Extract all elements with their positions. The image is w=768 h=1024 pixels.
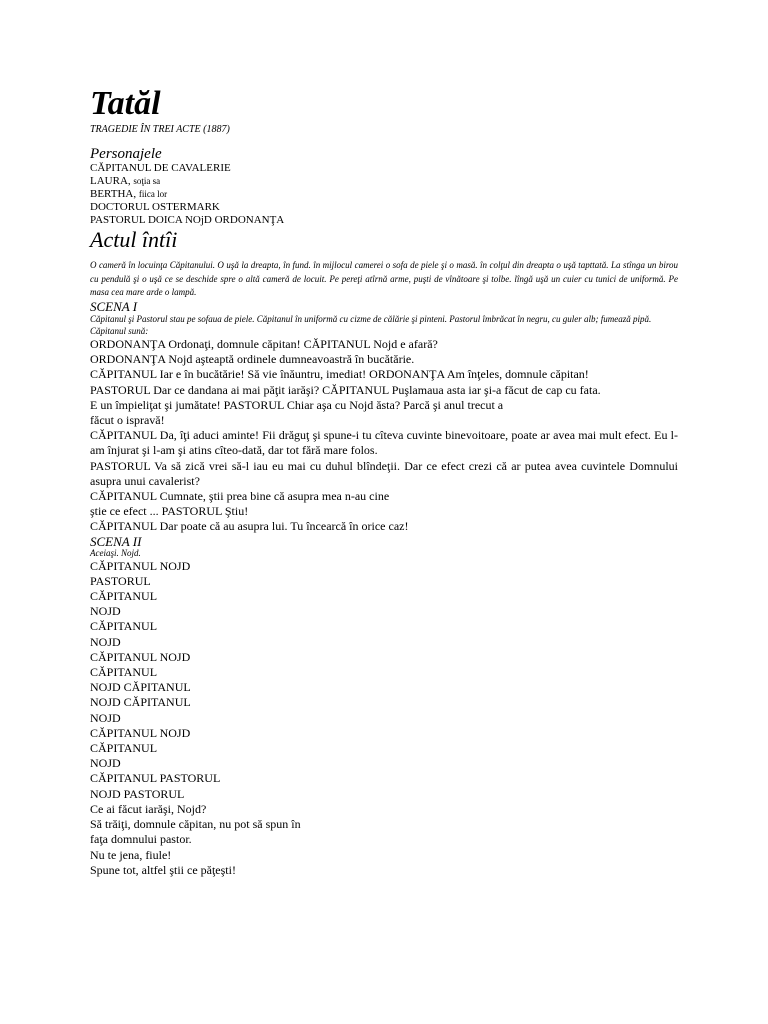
speaker-name: NOJD [90, 710, 121, 725]
scene-1-speaks: Căpitanul sună: [90, 326, 149, 336]
character-entry [90, 188, 678, 201]
character-name: LAURA, [90, 175, 131, 187]
dialogue-line: faţa domnului pastor. [90, 832, 192, 847]
dialogue-line: Să trăiţi, domnule căpitan, nu pot să spun în [90, 817, 301, 832]
dialogue-line: Nu te jena, fiule! [90, 847, 172, 862]
dialogue-line: CĂPITANUL Da, îţi aduci aminte! Fii drăguţ şi spune-i tu cîteva cuvinte binevoitoare, poate ar avea mai mult efect. Eu l-am înjurat şi l-am şi atins cîteo-dată, dar tot fără mare folos. [90, 428, 678, 458]
scene-1-heading: SCENA I [90, 298, 138, 314]
dialogue-line: ştie ce efect ... PASTORUL Ştiu! [90, 504, 249, 519]
speaker-name: NOJD CĂPITANUL [90, 680, 191, 695]
character-entry [90, 214, 678, 227]
scene-1-direction: Căpitanul şi Pastorul stau pe sofaua de piele. Căpitanul în uniformă cu cizme de călărie şi pinteni. Pastorul îmbrăcat în negru, cu guler alb; fumează pipă. [90, 313, 652, 324]
speaker-name: CĂPITANUL [90, 589, 158, 604]
character-note: fiica lor [138, 189, 168, 199]
speaker-name: PASTORUL [90, 573, 151, 588]
dialogue-line: E un împieliţat şi jumătate! PASTORUL Chiar aşa cu Nojd ăsta? Parcă şi anul trecut a [90, 397, 504, 412]
scene-2-speaker-list [90, 559, 678, 802]
play-subtitle: TRAGEDIE ÎN TREI ACTE (1887) [90, 124, 230, 135]
scene-2-dialogue [90, 802, 678, 878]
play-title: Tatăl [90, 85, 161, 122]
character-entry [90, 201, 678, 214]
dialogue-line: CĂPITANUL Cumnate, ştii prea bine că asupra mea n-au cine [90, 489, 390, 504]
character-entry [90, 175, 678, 188]
character-note: soţia sa [133, 176, 161, 186]
characters-list [90, 162, 678, 227]
scene-1-dialogue [90, 337, 678, 535]
scene-2-direction: Aceiaşi. Nojd. [90, 547, 141, 558]
speaker-name: CĂPITANUL [90, 619, 158, 634]
dialogue-line: ORDONANŢA Nojd aşteaptă ordinele dumneavoastră în bucătărie. [90, 352, 415, 367]
speaker-name: CĂPITANUL [90, 665, 158, 680]
stage-direction: O cameră în locuinţa Căpitanului. O uşă la dreapta, în fund. în mijlocul camerei o sofa de piele şi o masă. în colţul din dreapta o uşă tapttată. La stînga un birou cu pendulă şi o uşă ce se deschide spre o altă cameră de locuit. Pe pereţi atîrnă arme, puşti de vînătoare şi tolbe. lîngă uşă un cuier cu tunici de uniformă. Pe masa cea mare arde o lampă. [90, 260, 678, 297]
speaker-name: NOJD [90, 604, 121, 619]
dialogue-line: Spune tot, altfel ştii ce păţeşti! [90, 862, 236, 877]
dialogue-line: ORDONANŢA Ordonaţi, domnule căpitan! CĂPITANUL Nojd e afară? [90, 337, 438, 351]
character-name: DOCTORUL OSTERMARK [90, 201, 220, 213]
speaker-name: NOJD [90, 634, 121, 649]
character-name: PASTORUL DOICA NOjD ORDONANŢA [90, 214, 285, 226]
speaker-name: NOJD CĂPITANUL [90, 695, 191, 710]
dialogue-line: PASTORUL Va să zică vrei să-l iau eu mai cu duhul blîndeţii. Dar ce efect crezi că ar putea avea cuvintele Domnului asupra unui cavalerist? [90, 458, 678, 488]
character-name: BERTHA, [90, 188, 137, 200]
dialogue-line: făcut o ispravă! [90, 413, 165, 428]
characters-heading: Personajele [90, 146, 162, 162]
character-name: CĂPITANUL DE CAVALERIE [90, 162, 231, 174]
speaker-name: CĂPITANUL NOJD [90, 725, 191, 740]
act-heading: Actul întîi [90, 227, 178, 252]
dialogue-line: PASTORUL Dar ce dandana ai mai păţit iarăşi? CĂPITANUL Puşlamaua asta iar şi-a făcut de cap cu fata. [90, 382, 601, 397]
document-page [90, 84, 678, 878]
dialogue-line: CĂPITANUL Iar e în bucătărie! Să vie înăuntru, imediat! ORDONANŢA Am înţeles, domnule căpitan! [90, 367, 589, 382]
speaker-name: CĂPITANUL NOJD [90, 558, 191, 573]
speaker-name: CĂPITANUL PASTORUL [90, 771, 221, 786]
scene-2-heading: SCENA II [90, 533, 142, 549]
character-entry [90, 162, 678, 175]
speaker-name: NOJD PASTORUL [90, 786, 185, 801]
speaker-name: CĂPITANUL NOJD [90, 649, 191, 664]
dialogue-line: Ce ai făcut iarăşi, Nojd? [90, 801, 207, 816]
dialogue-line: CĂPITANUL Dar poate că au asupra lui. Tu încearcă în orice caz! [90, 519, 409, 534]
speaker-name: CĂPITANUL [90, 741, 158, 756]
speaker-name: NOJD [90, 756, 121, 771]
